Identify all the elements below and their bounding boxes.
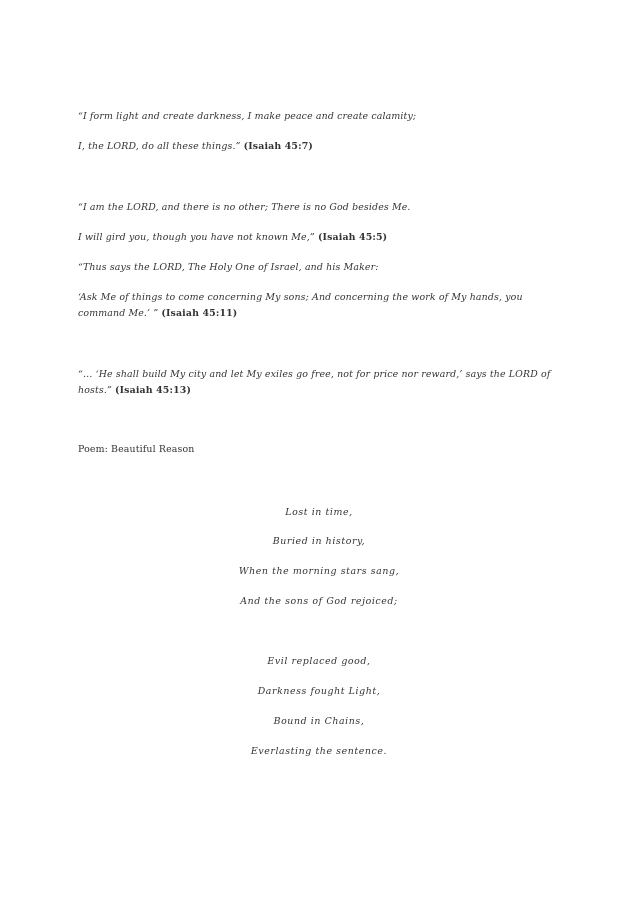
quote-line: “I form light and create darkness, I make peace and create calamity; bbox=[78, 111, 417, 122]
poem-line: Buried in history, bbox=[272, 536, 366, 547]
poem-line: Lost in time, bbox=[285, 507, 353, 518]
quote-line: “Thus says the LORD, The Holy One of Israel, and his Maker: bbox=[78, 262, 379, 273]
quote-line: I will gird you, though you have not known Me,” (Isaiah 45:5) bbox=[78, 232, 388, 243]
quote-line: ‘Ask Me of things to come concerning My sons; And concerning the work of My hands, you command Me.’ ” (Isaiah 45:11) bbox=[78, 292, 523, 319]
poem-line: When the morning stars sang, bbox=[238, 566, 400, 577]
scripture-reference: (Isaiah 45:13) bbox=[115, 385, 192, 396]
quote-line: “… ‘He shall build My city and let My exiles go free, not for price nor reward,’ says the LORD of hosts.” (Isaiah 45:13) bbox=[78, 369, 551, 396]
poem-line: Evil replaced good, bbox=[267, 656, 371, 667]
quote-line: I, the LORD, do all these things.” (Isaiah 45:7) bbox=[78, 141, 313, 152]
scripture-reference: (Isaiah 45:11) bbox=[161, 308, 238, 319]
poem-line: Everlasting the sentence. bbox=[250, 746, 388, 757]
quote-line: “I am the LORD, and there is no other; There is no God besides Me. bbox=[78, 202, 411, 213]
poem-line: Darkness fought Light, bbox=[257, 686, 381, 697]
poem-line: Bound in Chains, bbox=[273, 716, 365, 727]
scripture-reference: (Isaiah 45:7) bbox=[243, 141, 313, 152]
poem-line: And the sons of God rejoiced; bbox=[240, 596, 398, 607]
scripture-reference: (Isaiah 45:5) bbox=[317, 232, 388, 243]
poem-title: Poem: Beautiful Reason bbox=[78, 444, 195, 455]
